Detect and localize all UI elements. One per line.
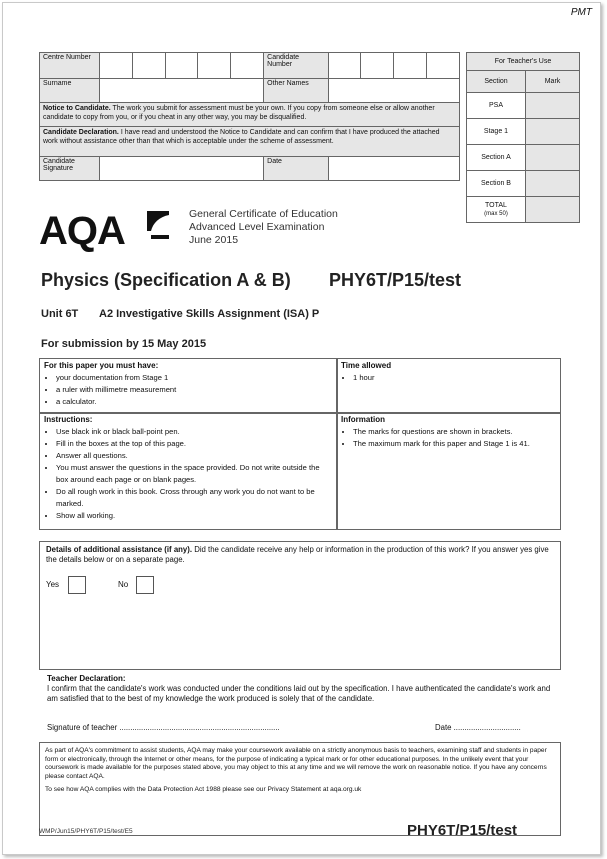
footer-reference: WMP/Jun15/PHY6T/P15/test/E5 xyxy=(39,828,133,835)
row-psa: PSA xyxy=(467,93,526,119)
must-have-box xyxy=(39,358,338,414)
other-names-field[interactable] xyxy=(328,79,459,103)
aqa-logo-text: AQA xyxy=(39,209,125,253)
notice-title: Notice to Candidate. xyxy=(43,105,111,112)
total-max: (max 50) xyxy=(484,210,508,217)
candidate-signature-field[interactable] xyxy=(100,157,264,181)
privacy-paragraph-1: As part of AQA's commitment to assist students, AQA may make your coursework available on a strictly anonymous basis to teachers, examining staff and students in paper form or electronically, through the Internet or other means, for the purpose of indicating a typical mark or for other educational purposes. In the unlikely event that your coursework is made available for the purposes stated above, you may object to this at any time and we will remove the work on reasonable notice. If you have any concerns please contact AQA. xyxy=(45,747,547,781)
row-stage-1: Stage 1 xyxy=(467,119,526,145)
centre-number-box-2[interactable] xyxy=(132,53,165,79)
list-item: • a ruler with millimetre measurement xyxy=(56,384,337,396)
qualification-info xyxy=(189,208,338,247)
teacher-use-table xyxy=(466,52,580,223)
candidate-number-box-4[interactable] xyxy=(427,53,460,79)
aqa-logo xyxy=(39,209,125,254)
centre-number-label: Centre Number xyxy=(40,53,100,79)
candidate-number-box-3[interactable] xyxy=(394,53,427,79)
notice-to-candidate xyxy=(40,103,460,127)
mark-psa[interactable] xyxy=(526,93,580,119)
mark-total[interactable] xyxy=(526,197,580,223)
teacher-declaration-heading: Teacher Declaration: xyxy=(47,674,126,683)
instructions-list xyxy=(44,426,326,522)
candidate-details-table xyxy=(39,52,460,181)
list-item: • a calculator. xyxy=(56,396,337,408)
assistance-text xyxy=(46,545,554,565)
mark-stage-1[interactable] xyxy=(526,119,580,145)
teacher-declaration-text: I confirm that the candidate's work was conducted under the conditions laid out by the specification. I have authenticated the candidate's work and am satisfied that to the best of my knowledge the work produced is solely that of the candidate. xyxy=(47,684,551,703)
candidate-number-label: Candidate Number xyxy=(264,53,329,79)
list-item: • Do all rough work in this book. Cross through any work you do not want to be marked. xyxy=(56,486,326,510)
centre-number-box-1[interactable] xyxy=(100,53,133,79)
mark-section-a[interactable] xyxy=(526,145,580,171)
assistance-heading: Details of additional assistance (if any). xyxy=(46,545,193,554)
declaration-text: I have read and understood the Notice to Candidate and can confirm that I have produced the attached work without assistance other than that which is acceptable under the scheme of assessment. xyxy=(43,129,440,145)
list-item: • The marks for questions are shown in brackets. xyxy=(353,426,553,438)
teacher-signature-line xyxy=(47,723,552,732)
date-label: Date xyxy=(264,157,329,181)
footer-paper-code: PHY6T/P15/test xyxy=(407,822,518,839)
privacy-paragraph-2: To see how AQA complies with the Data Protection Act 1988 please see our Privacy Statement at aqa.org.uk xyxy=(45,785,362,793)
qualification-line-2: Advanced Level Examination xyxy=(189,221,325,233)
list-item: • Fill in the boxes at the top of this page. xyxy=(56,438,326,450)
list-item: • Use black ink or black ball-point pen. xyxy=(56,426,326,438)
notice-text: The work you submit for assessment must be your own. If you copy from someone else or allow another candidate to copy from you, or if you cheat in any other way, you may be disqualified. xyxy=(43,105,435,121)
list-item: • 1 hour xyxy=(353,372,560,384)
centre-number-box-4[interactable] xyxy=(198,53,231,79)
list-item: • your documentation from Stage 1 xyxy=(56,372,337,384)
qualification-line-1: General Certificate of Education xyxy=(189,208,338,220)
teacher-use-title: For Teacher's Use xyxy=(467,53,580,71)
total-label: TOTAL xyxy=(485,201,507,209)
mark-section-b[interactable] xyxy=(526,171,580,197)
list-item: • Show all working. xyxy=(56,510,326,522)
candidate-signature-label: Candidate Signature xyxy=(40,157,100,181)
date-field[interactable] xyxy=(328,157,459,181)
pmt-mark: PMT xyxy=(570,7,592,18)
yes-checkbox[interactable] xyxy=(68,576,86,594)
centre-number-box-3[interactable] xyxy=(165,53,198,79)
unit-label: Unit 6T xyxy=(41,308,79,320)
time-allowed-box xyxy=(336,358,561,414)
mark-header: Mark xyxy=(526,71,580,93)
section-header: Section xyxy=(467,71,526,93)
information-box xyxy=(336,412,561,530)
yes-label: Yes xyxy=(46,580,60,589)
no-label: No xyxy=(118,580,129,589)
additional-assistance-box xyxy=(39,541,561,670)
time-list xyxy=(341,372,560,384)
centre-number-box-5[interactable] xyxy=(231,53,264,79)
no-checkbox[interactable] xyxy=(136,576,154,594)
surname-label: Surname xyxy=(40,79,100,103)
list-item: • The maximum mark for this paper and Stage 1 is 41. xyxy=(353,438,553,450)
submission-date: For submission by 15 May 2015 xyxy=(41,338,207,350)
row-section-a: Section A xyxy=(467,145,526,171)
instructions-box xyxy=(39,412,338,530)
time-heading: Time allowed xyxy=(341,361,392,370)
row-total xyxy=(467,197,526,223)
list-item: • You must answer the questions in the space provided. Do not write outside the box around each page or on blank pages. xyxy=(56,462,326,486)
instructions-heading: Instructions: xyxy=(44,415,93,424)
teacher-date-field[interactable]: Date ............................... xyxy=(435,723,521,732)
surname-field[interactable] xyxy=(100,79,264,103)
paper-code: PHY6T/P15/test xyxy=(329,270,462,290)
candidate-number-box-1[interactable] xyxy=(328,53,361,79)
candidate-declaration xyxy=(40,127,460,157)
row-section-b: Section B xyxy=(467,171,526,197)
paper-title: Physics (Specification A & B) xyxy=(41,270,291,290)
must-have-heading: For this paper you must have: xyxy=(44,361,159,370)
must-have-list xyxy=(44,372,337,408)
paper-page xyxy=(2,2,601,855)
unit-title: A2 Investigative Skills Assignment (ISA) P xyxy=(99,308,320,320)
qualification-line-3: June 2015 xyxy=(189,234,239,246)
information-list xyxy=(341,426,553,450)
declaration-title: Candidate Declaration. xyxy=(43,129,119,136)
list-item: • Answer all questions. xyxy=(56,450,326,462)
teacher-signature-field[interactable]: Signature of teacher .......................................................................... xyxy=(47,723,280,732)
other-names-label: Other Names xyxy=(264,79,329,103)
candidate-number-box-2[interactable] xyxy=(361,53,394,79)
aqa-flag-icon xyxy=(143,209,169,239)
assistance-question: Did the candidate receive any help or information in the production of this work? If you answer yes give the details below or on a separate page. xyxy=(46,545,549,564)
information-heading: Information xyxy=(341,415,385,424)
